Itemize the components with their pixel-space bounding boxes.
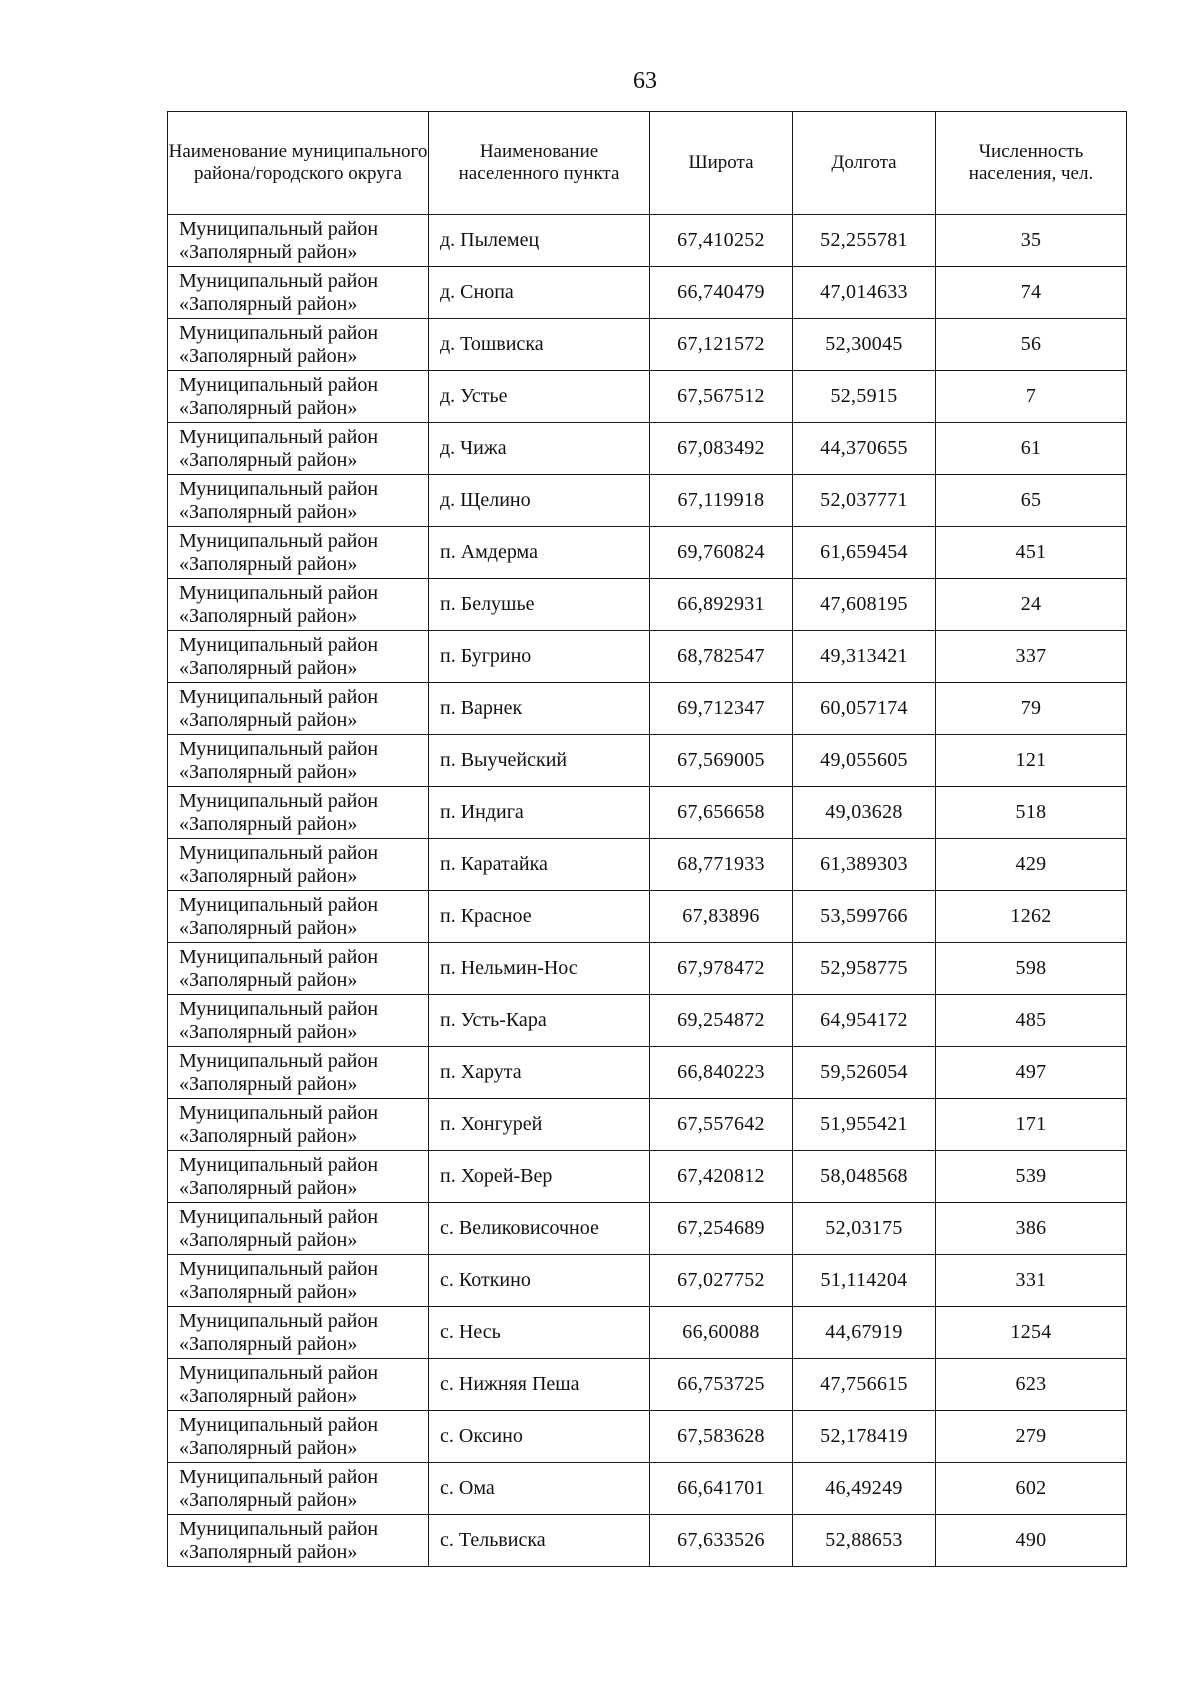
header-population: Численность населения, чел. — [936, 112, 1127, 215]
district-line-2: «Заполярный район» — [179, 1332, 358, 1355]
table-row — [168, 1463, 1127, 1515]
population-cell: 7 — [936, 371, 1127, 423]
table-row — [168, 1151, 1127, 1203]
settlement-name-cell: д. Пылемец — [429, 215, 650, 267]
population-cell: 1262 — [936, 891, 1127, 943]
district-line-1: Муниципальный район — [179, 685, 379, 708]
district-line-2: «Заполярный район» — [179, 1540, 358, 1563]
population-cell: 279 — [936, 1411, 1127, 1463]
latitude-cell: 67,254689 — [650, 1203, 793, 1255]
district-line-1: Муниципальный район — [179, 1153, 379, 1176]
district-line-2: «Заполярный район» — [179, 604, 358, 627]
district-line-2: «Заполярный район» — [179, 1488, 358, 1511]
district-cell — [168, 839, 429, 891]
settlement-name-cell: с. Тельвиска — [429, 1515, 650, 1567]
district-cell — [168, 735, 429, 787]
district-cell — [168, 683, 429, 735]
district-line-2: «Заполярный район» — [179, 968, 358, 991]
district-line-1: Муниципальный район — [179, 1205, 379, 1228]
longitude-cell: 44,67919 — [793, 1307, 936, 1359]
settlement-name-cell: с. Великовисочное — [429, 1203, 650, 1255]
district-cell — [168, 1515, 429, 1567]
table-row — [168, 631, 1127, 683]
header-longitude: Долгота — [793, 112, 936, 215]
district-line-2: «Заполярный район» — [179, 1280, 358, 1303]
table-body — [168, 215, 1127, 1567]
population-cell: 518 — [936, 787, 1127, 839]
latitude-cell: 67,557642 — [650, 1099, 793, 1151]
district-line-1: Муниципальный район — [179, 529, 379, 552]
table-row — [168, 735, 1127, 787]
district-line-1: Муниципальный район — [179, 1413, 379, 1436]
table-row — [168, 579, 1127, 631]
district-cell — [168, 1307, 429, 1359]
longitude-cell: 52,03175 — [793, 1203, 936, 1255]
district-line-1: Муниципальный район — [179, 633, 379, 656]
district-line-2: «Заполярный район» — [179, 240, 358, 263]
district-line-2: «Заполярный район» — [179, 500, 358, 523]
longitude-cell: 49,055605 — [793, 735, 936, 787]
population-cell: 497 — [936, 1047, 1127, 1099]
table-row — [168, 1307, 1127, 1359]
district-cell — [168, 215, 429, 267]
latitude-cell: 67,410252 — [650, 215, 793, 267]
district-cell — [168, 1463, 429, 1515]
population-cell: 331 — [936, 1255, 1127, 1307]
longitude-cell: 49,03628 — [793, 787, 936, 839]
district-line-1: Муниципальный район — [179, 841, 379, 864]
district-line-2: «Заполярный район» — [179, 1384, 358, 1407]
table-row — [168, 371, 1127, 423]
table-row — [168, 891, 1127, 943]
district-line-2: «Заполярный район» — [179, 708, 358, 731]
settlement-name-cell: д. Щелино — [429, 475, 650, 527]
latitude-cell: 67,978472 — [650, 943, 793, 995]
population-cell: 602 — [936, 1463, 1127, 1515]
district-cell — [168, 319, 429, 371]
population-cell: 35 — [936, 215, 1127, 267]
district-cell — [168, 943, 429, 995]
longitude-cell: 52,255781 — [793, 215, 936, 267]
population-cell: 61 — [936, 423, 1127, 475]
district-line-1: Муниципальный район — [179, 425, 379, 448]
table-row — [168, 839, 1127, 891]
table-row — [168, 787, 1127, 839]
district-line-2: «Заполярный район» — [179, 656, 358, 679]
district-cell — [168, 1047, 429, 1099]
latitude-cell: 68,782547 — [650, 631, 793, 683]
table-row — [168, 1359, 1127, 1411]
district-line-2: «Заполярный район» — [179, 760, 358, 783]
district-cell — [168, 475, 429, 527]
settlement-name-cell: п. Бугрино — [429, 631, 650, 683]
latitude-cell: 66,753725 — [650, 1359, 793, 1411]
longitude-cell: 59,526054 — [793, 1047, 936, 1099]
latitude-cell: 67,569005 — [650, 735, 793, 787]
district-line-1: Муниципальный район — [179, 1361, 379, 1384]
longitude-cell: 49,313421 — [793, 631, 936, 683]
settlement-name-cell: п. Усть-Кара — [429, 995, 650, 1047]
district-line-2: «Заполярный район» — [179, 344, 358, 367]
district-cell — [168, 527, 429, 579]
latitude-cell: 66,840223 — [650, 1047, 793, 1099]
population-cell: 337 — [936, 631, 1127, 683]
settlement-name-cell: п. Красное — [429, 891, 650, 943]
population-cell: 171 — [936, 1099, 1127, 1151]
longitude-cell: 52,178419 — [793, 1411, 936, 1463]
district-line-2: «Заполярный район» — [179, 1436, 358, 1459]
latitude-cell: 66,740479 — [650, 267, 793, 319]
district-line-2: «Заполярный район» — [179, 812, 358, 835]
table-row — [168, 1203, 1127, 1255]
table-row — [168, 267, 1127, 319]
latitude-cell: 67,121572 — [650, 319, 793, 371]
settlement-name-cell: с. Коткино — [429, 1255, 650, 1307]
district-line-2: «Заполярный район» — [179, 1020, 358, 1043]
table-row — [168, 475, 1127, 527]
latitude-cell: 67,583628 — [650, 1411, 793, 1463]
longitude-cell: 51,955421 — [793, 1099, 936, 1151]
longitude-cell: 52,5915 — [793, 371, 936, 423]
district-cell — [168, 1099, 429, 1151]
district-line-2: «Заполярный район» — [179, 552, 358, 575]
population-cell: 539 — [936, 1151, 1127, 1203]
latitude-cell: 66,60088 — [650, 1307, 793, 1359]
district-cell — [168, 1255, 429, 1307]
longitude-cell: 51,114204 — [793, 1255, 936, 1307]
district-line-1: Муниципальный район — [179, 477, 379, 500]
table-row — [168, 527, 1127, 579]
settlement-name-cell: п. Амдерма — [429, 527, 650, 579]
longitude-cell: 61,659454 — [793, 527, 936, 579]
district-line-1: Муниципальный район — [179, 269, 379, 292]
settlement-name-cell: д. Устье — [429, 371, 650, 423]
table-row — [168, 319, 1127, 371]
district-line-1: Муниципальный район — [179, 1101, 379, 1124]
settlements-table — [167, 111, 1127, 1567]
settlement-name-cell: с. Ома — [429, 1463, 650, 1515]
longitude-cell: 44,370655 — [793, 423, 936, 475]
district-cell — [168, 631, 429, 683]
settlement-name-cell: д. Тошвиска — [429, 319, 650, 371]
settlement-name-cell: с. Оксино — [429, 1411, 650, 1463]
table-row — [168, 1515, 1127, 1567]
district-line-2: «Заполярный район» — [179, 1176, 358, 1199]
district-line-1: Муниципальный район — [179, 373, 379, 396]
table-row — [168, 943, 1127, 995]
header-settlement: Наименование населенного пункта — [429, 112, 650, 215]
longitude-cell: 52,88653 — [793, 1515, 936, 1567]
district-line-1: Муниципальный район — [179, 789, 379, 812]
district-line-2: «Заполярный район» — [179, 448, 358, 471]
district-cell — [168, 995, 429, 1047]
population-cell: 24 — [936, 579, 1127, 631]
longitude-cell: 47,014633 — [793, 267, 936, 319]
latitude-cell: 67,027752 — [650, 1255, 793, 1307]
longitude-cell: 61,389303 — [793, 839, 936, 891]
longitude-cell: 52,30045 — [793, 319, 936, 371]
latitude-cell: 67,633526 — [650, 1515, 793, 1567]
header-latitude: Широта — [650, 112, 793, 215]
header-row — [168, 112, 1127, 215]
district-cell — [168, 1151, 429, 1203]
district-line-2: «Заполярный район» — [179, 1228, 358, 1251]
population-cell: 74 — [936, 267, 1127, 319]
district-line-1: Муниципальный район — [179, 893, 379, 916]
population-cell: 429 — [936, 839, 1127, 891]
district-line-1: Муниципальный район — [179, 1257, 379, 1280]
settlement-name-cell: с. Несь — [429, 1307, 650, 1359]
district-line-2: «Заполярный район» — [179, 864, 358, 887]
district-cell — [168, 1411, 429, 1463]
population-cell: 65 — [936, 475, 1127, 527]
table-row — [168, 215, 1127, 267]
latitude-cell: 66,892931 — [650, 579, 793, 631]
district-cell — [168, 423, 429, 475]
settlement-name-cell: п. Харута — [429, 1047, 650, 1099]
longitude-cell: 53,599766 — [793, 891, 936, 943]
table-row — [168, 683, 1127, 735]
settlement-name-cell: д. Снопа — [429, 267, 650, 319]
latitude-cell: 67,420812 — [650, 1151, 793, 1203]
population-cell: 490 — [936, 1515, 1127, 1567]
district-cell — [168, 1203, 429, 1255]
latitude-cell: 68,771933 — [650, 839, 793, 891]
header-district: Наименование муниципального района/городского округа — [168, 112, 429, 215]
longitude-cell: 46,49249 — [793, 1463, 936, 1515]
settlement-name-cell: п. Белушье — [429, 579, 650, 631]
district-line-2: «Заполярный район» — [179, 396, 358, 419]
settlement-name-cell: п. Хонгурей — [429, 1099, 650, 1151]
population-cell: 1254 — [936, 1307, 1127, 1359]
table-row — [168, 1255, 1127, 1307]
district-line-1: Муниципальный район — [179, 997, 379, 1020]
district-line-1: Муниципальный район — [179, 217, 379, 240]
settlement-name-cell: п. Выучейский — [429, 735, 650, 787]
latitude-cell: 69,254872 — [650, 995, 793, 1047]
district-cell — [168, 579, 429, 631]
district-line-1: Муниципальный район — [179, 737, 379, 760]
district-line-2: «Заполярный район» — [179, 292, 358, 315]
settlement-name-cell: п. Хорей-Вер — [429, 1151, 650, 1203]
settlement-name-cell: п. Нельмин-Нос — [429, 943, 650, 995]
district-cell — [168, 787, 429, 839]
page-number: 63 — [633, 68, 657, 94]
latitude-cell: 69,712347 — [650, 683, 793, 735]
table-row — [168, 1411, 1127, 1463]
table-row — [168, 995, 1127, 1047]
population-cell: 598 — [936, 943, 1127, 995]
settlement-name-cell: п. Каратайка — [429, 839, 650, 891]
district-line-2: «Заполярный район» — [179, 916, 358, 939]
table-row — [168, 1047, 1127, 1099]
district-cell — [168, 1359, 429, 1411]
district-line-2: «Заполярный район» — [179, 1124, 358, 1147]
population-cell: 56 — [936, 319, 1127, 371]
longitude-cell: 58,048568 — [793, 1151, 936, 1203]
district-line-1: Муниципальный район — [179, 1517, 379, 1540]
population-cell: 121 — [936, 735, 1127, 787]
district-line-2: «Заполярный район» — [179, 1072, 358, 1095]
district-cell — [168, 371, 429, 423]
latitude-cell: 67,656658 — [650, 787, 793, 839]
settlement-name-cell: д. Чижа — [429, 423, 650, 475]
population-cell: 485 — [936, 995, 1127, 1047]
latitude-cell: 69,760824 — [650, 527, 793, 579]
longitude-cell: 64,954172 — [793, 995, 936, 1047]
table-row — [168, 423, 1127, 475]
settlement-name-cell: п. Варнек — [429, 683, 650, 735]
settlement-name-cell: с. Нижняя Пеша — [429, 1359, 650, 1411]
district-line-1: Муниципальный район — [179, 1465, 379, 1488]
district-cell — [168, 267, 429, 319]
latitude-cell: 67,083492 — [650, 423, 793, 475]
district-line-1: Муниципальный район — [179, 581, 379, 604]
table-header — [168, 112, 1127, 215]
latitude-cell: 67,83896 — [650, 891, 793, 943]
district-line-1: Муниципальный район — [179, 1309, 379, 1332]
district-cell — [168, 891, 429, 943]
district-line-1: Муниципальный район — [179, 321, 379, 344]
longitude-cell: 60,057174 — [793, 683, 936, 735]
latitude-cell: 67,119918 — [650, 475, 793, 527]
latitude-cell: 66,641701 — [650, 1463, 793, 1515]
latitude-cell: 67,567512 — [650, 371, 793, 423]
population-cell: 451 — [936, 527, 1127, 579]
district-line-1: Муниципальный район — [179, 945, 379, 968]
district-line-1: Муниципальный район — [179, 1049, 379, 1072]
table-row — [168, 1099, 1127, 1151]
settlement-name-cell: п. Индига — [429, 787, 650, 839]
population-cell: 386 — [936, 1203, 1127, 1255]
population-cell: 79 — [936, 683, 1127, 735]
population-cell: 623 — [936, 1359, 1127, 1411]
longitude-cell: 47,608195 — [793, 579, 936, 631]
longitude-cell: 52,958775 — [793, 943, 936, 995]
longitude-cell: 47,756615 — [793, 1359, 936, 1411]
longitude-cell: 52,037771 — [793, 475, 936, 527]
